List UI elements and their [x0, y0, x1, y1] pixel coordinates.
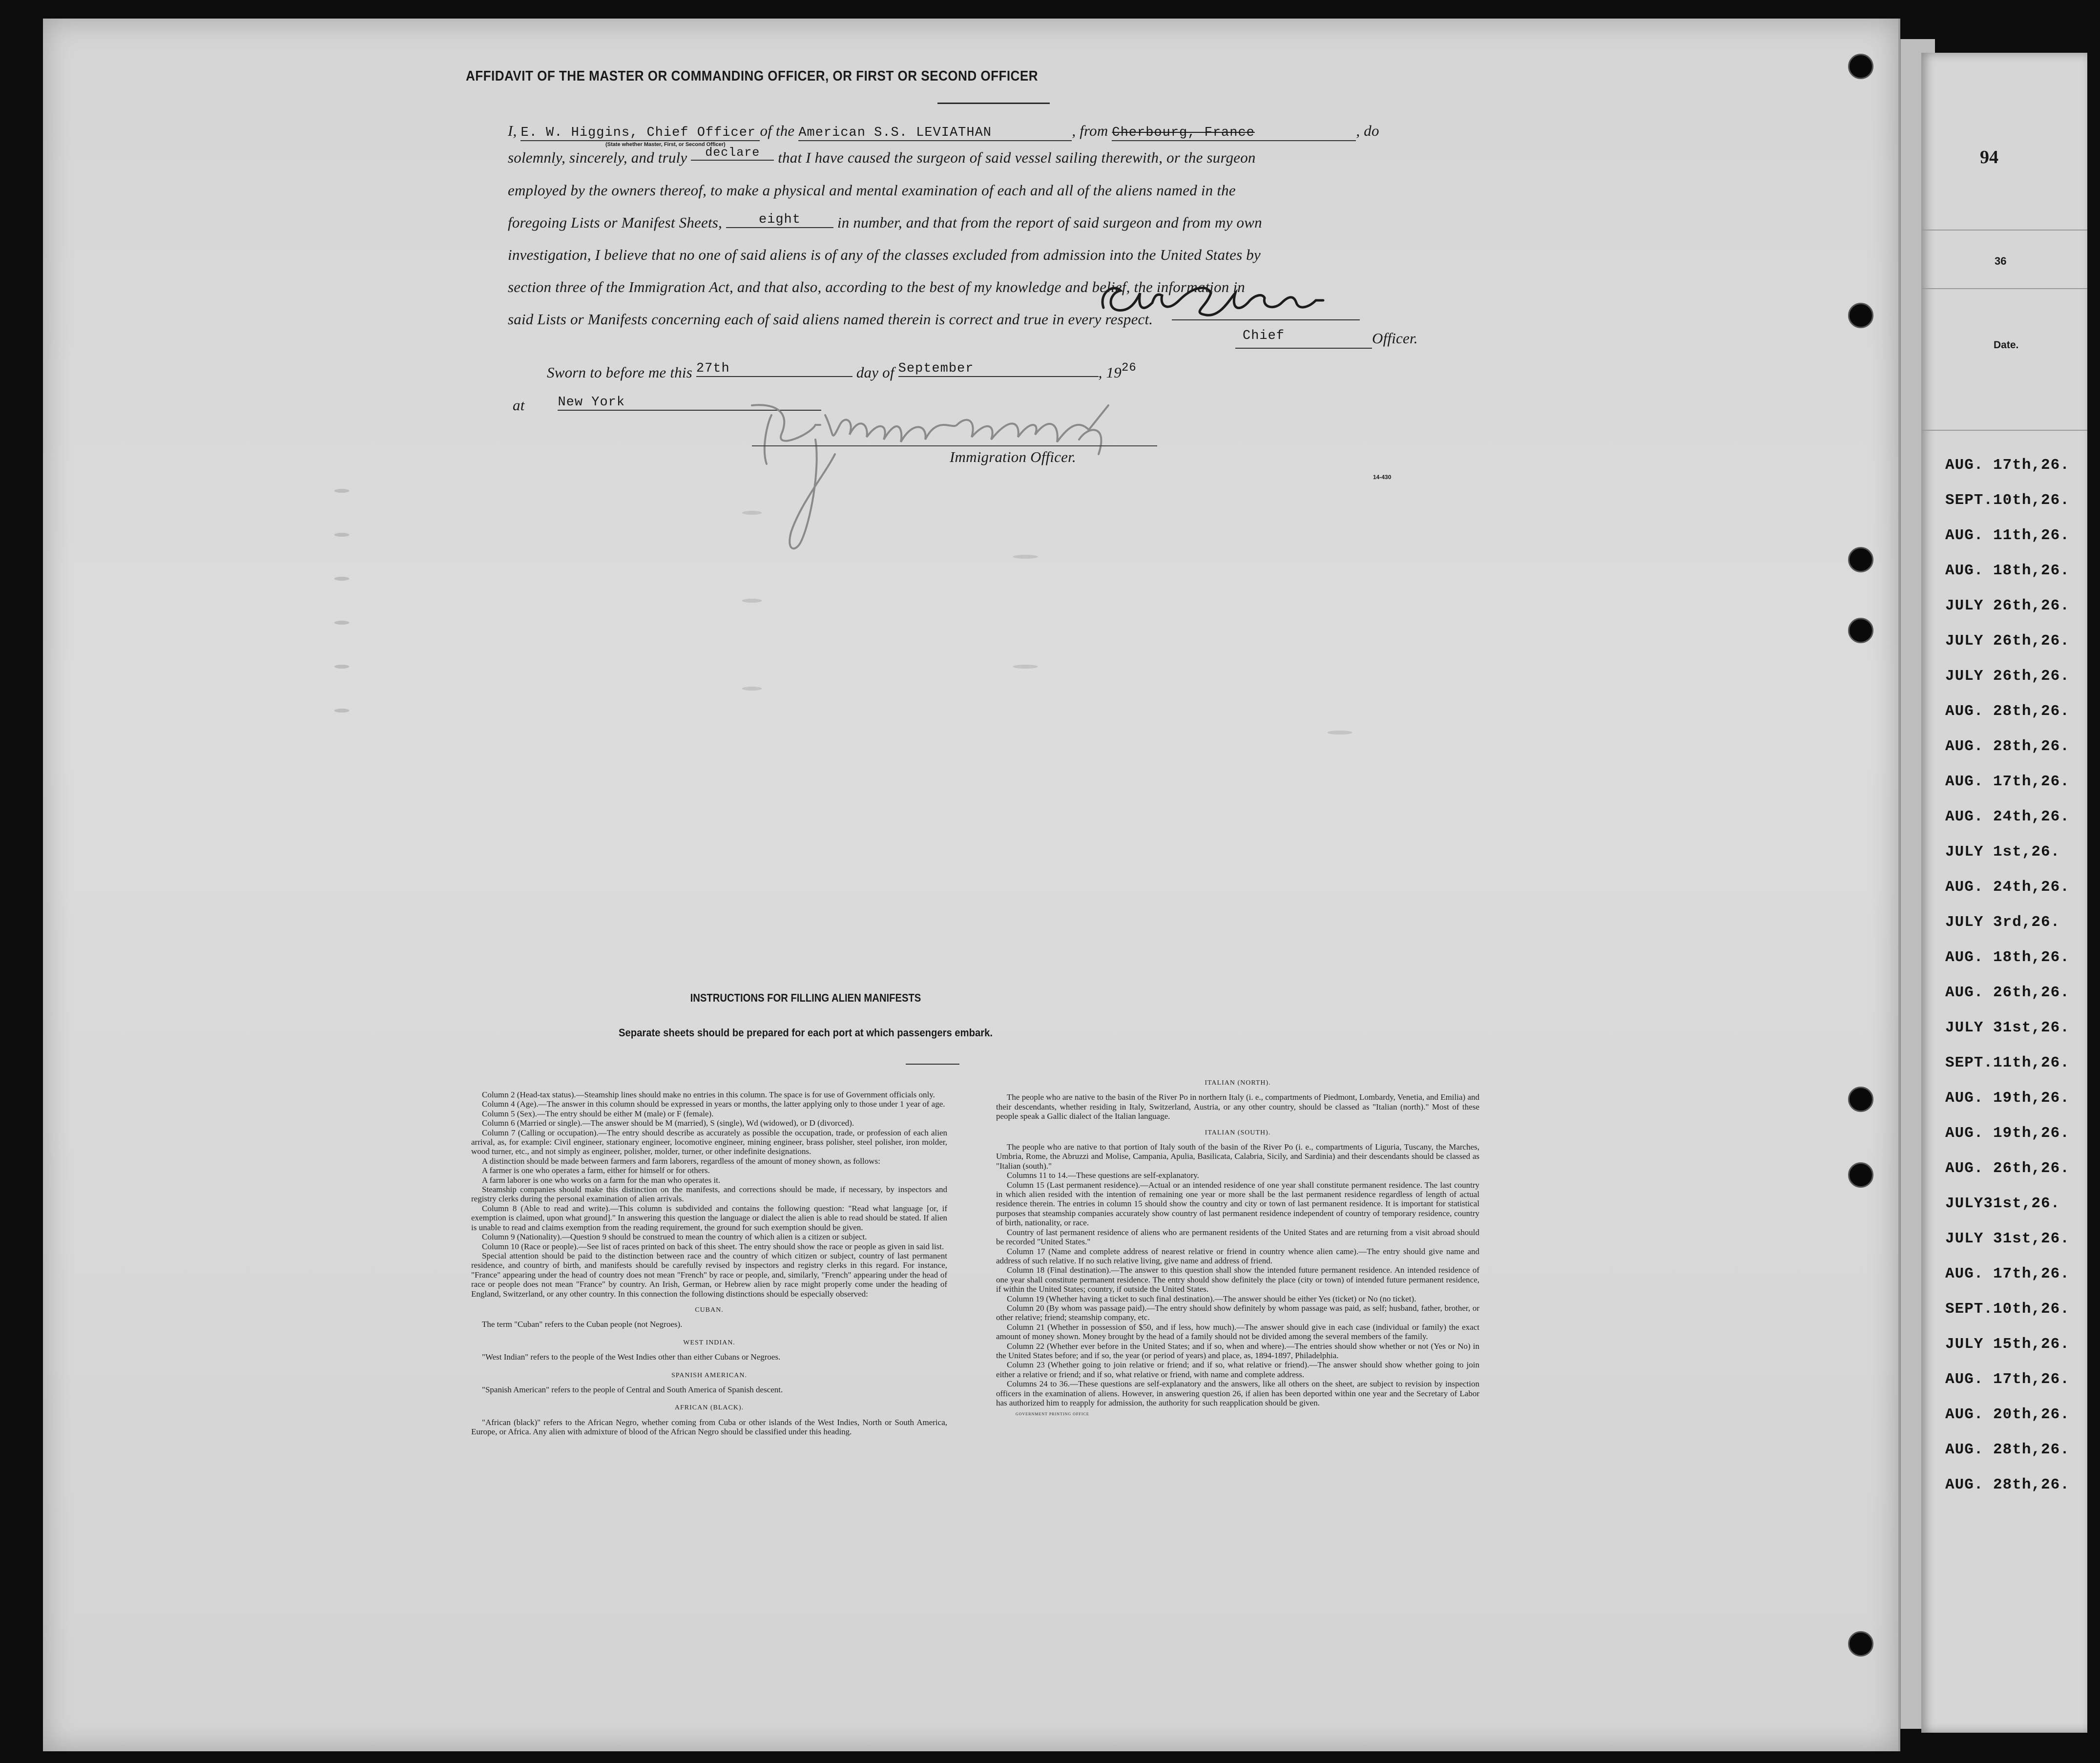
binder-hole	[1848, 547, 1873, 572]
paragraph: Column 8 (Able to read and write).—This column is subdivided and contains the following question: "Read what language [or, if exemption is claimed, upon what ground]." In answering this question the language or dialect the alien is able to read should be stated. If alien is unable to read and claims exemption from the reading requirement, the ground for such exemption should be given.	[471, 1203, 947, 1232]
paragraph: Column 10 (Race or people).—See list of races printed on back of this sheet. The entry should show the race or people as given in said list.	[482, 1241, 944, 1251]
section-heading: AFRICAN (BLACK).	[674, 1404, 744, 1412]
paragraph: "West Indian" refers to the people of the West Indies other than either Cubans or Negroes.	[482, 1352, 781, 1362]
affidavit-line-1	[508, 122, 1379, 141]
officer-word: Officer.	[1372, 330, 1418, 347]
text: of the	[760, 122, 795, 139]
paragraph: Special attention should be paid to the distinction between race and the country of which citizen or subject, country of last permanent residence, and country of birth, and manifests should be carefully revised by inspectors and registry clerks in this regard. For instance, "France" appearing under the head of country does not mean "French" by race or people, and, similarly, "French" appearing under the head of race or people does not mean "France" by country. An Irish, German, or Hebrew alien by race might properly come under the heading of England, Switzerland, or any other country. In this connection the following distinctions should be especially observed:	[471, 1251, 947, 1299]
text: , do	[1356, 122, 1379, 139]
section-heading: ITALIAN (NORTH).	[1205, 1079, 1271, 1087]
date-entry: SEPT.10th,26.	[1945, 492, 2070, 509]
date-entry: AUG. 28th,26.	[1945, 1441, 2070, 1458]
form-number: 14-430	[1373, 474, 1392, 481]
section-heading: ITALIAN (SOUTH).	[1205, 1129, 1271, 1136]
declare-field: declare	[691, 146, 774, 161]
date-entry: AUG. 17th,26.	[1945, 457, 2070, 474]
date-entry: JULY 26th,26.	[1945, 597, 2070, 614]
date-entry: AUG. 26th,26.	[1945, 984, 2070, 1001]
year-field: 26	[1121, 361, 1137, 375]
date-entry: JULY 31st,26.	[1945, 1019, 2070, 1036]
date-entry: AUG. 20th,26.	[1945, 1406, 2070, 1423]
sworn-line	[547, 361, 1137, 383]
officer-signature	[1094, 273, 1367, 327]
section-heading: WEST INDIAN.	[683, 1339, 735, 1346]
date-entry: AUG. 28th,26.	[1945, 738, 2070, 755]
date-entry: AUG. 11th,26.	[1945, 527, 2070, 544]
immigration-officer-label: Immigration Officer.	[950, 448, 1076, 465]
paragraph: A distinction should be made between farmers and farm laborers, regardless of the amount of money shown, as follows:	[482, 1156, 880, 1166]
page-number: 94	[1980, 147, 1998, 168]
date-entry: JULY 1st,26.	[1945, 843, 2060, 861]
date-entry: SEPT.10th,26.	[1945, 1301, 2070, 1318]
sworn-place-field: New York	[558, 395, 821, 411]
paragraph: Column 21 (Whether in possession of $50, and if less, how much).—The answer should give in each case (individual or family) the exact amount of money shown. Money brought by the head of a family should not be divided among the several members of the family.	[996, 1322, 1479, 1342]
rank-rule	[1235, 348, 1372, 349]
paragraph: Column 15 (Last permanent residence).—Actual or an intended residence of one year shall constitute permanent residence. The last country in which alien resided with the intention of remaining one year or more shall be the last permanent residence regardless of length of actual residence therein. The entries in column 15 should show the country and city or town of last permanent residence. It is important for statistical purposes that steamship companies accurately show country of last permanent residence independent of country of temporary residence, country of birth, nationality, or race.	[996, 1180, 1479, 1228]
paragraph: The people who are native to the basin of the River Po in northern Italy (i. e., compartments of Piedmont, Lombardy, Venetia, and Emilia) and their descendants, whether residing in Italy, Switzerland, Austria, or any other country, should be classed as "Italian (north)." Most of these people speak a Gallic dialect of the Italian language.	[996, 1092, 1479, 1121]
paragraph: Column 17 (Name and complete address of nearest relative or friend in country whence alien came).—The entry should give name and address of such relative. If no such relative living, give name and address of friend.	[996, 1246, 1479, 1265]
paragraph: Column 4 (Age).—The answer in this column should be expressed in years or months, the latter applying only to those under 1 year of age.	[482, 1099, 945, 1109]
paragraph: The people who are native to that portion of Italy south of the basin of the River Po (i. e., compartments of Liguria, Tuscany, the Marches, Umbria, Rome, the Abruzzi and Molise, Campania, Apulia, Basilicata, Calabria, Sicily, and Sardinia) and their descendants should be classed as "Italian (south)."	[996, 1142, 1479, 1171]
date-entry: AUG. 19th,26.	[1945, 1090, 2070, 1107]
date-entry: JULY31st,26.	[1945, 1195, 2060, 1212]
sworn-day-field: 27th	[696, 361, 852, 377]
text: I,	[508, 122, 517, 139]
paragraph: Column 19 (Whether having a ticket to such final destination).—The answer should be either Yes (ticket) or No (no ticket).	[1007, 1294, 1416, 1303]
paragraph: "Spanish American" refers to the people of Central and South America of Spanish descent.	[482, 1385, 783, 1394]
rank-note: (State whether Master, First, or Second Officer)	[605, 142, 726, 147]
text: foregoing Lists or Manifest Sheets,	[508, 214, 722, 231]
affidavit-line-6: section three of the Immigration Act, and that also, according to the best of my knowledge and belief, the information in	[508, 278, 1245, 295]
instructions-rule	[906, 1064, 959, 1065]
date-entry: AUG. 17th,26.	[1945, 1371, 2070, 1388]
paragraph: Country of last permanent residence of aliens who are permanent residents of the United States and are returning from a visit abroad should be recorded "United States."	[996, 1227, 1479, 1247]
instructions-subtitle: Separate sheets should be prepared for each port at which passengers embark.	[618, 1027, 993, 1039]
section-heading: CUBAN.	[695, 1306, 724, 1314]
text: at	[513, 397, 525, 414]
affidavit-line-2	[508, 146, 1256, 168]
date-entry: AUG. 18th,26.	[1945, 949, 2070, 966]
text: , from	[1072, 122, 1108, 139]
date-entry: AUG. 17th,26.	[1945, 773, 2070, 790]
paragraph: The term "Cuban" refers to the Cuban people (not Negroes).	[482, 1320, 683, 1329]
paragraph: Column 7 (Calling or occupation).—The entry should describe as accurately as possible the occupation, trade, or profession of each alien arrival, as, for example: Civil engineer, stationary engineer, locomotive engineer, mining engineer, brass polisher, steel polisher, iron molder, wood turner, etc., and not simply as engineer, polisher, molder, turner, or other indefinite designations.	[471, 1128, 947, 1156]
paragraph: Columns 11 to 14.—These questions are self-explanatory.	[1007, 1171, 1199, 1180]
affidavit-line-3: employed by the owners thereof, to make a physical and mental examination of each and all of the aliens named in the	[508, 182, 1236, 199]
date-entry: AUG. 28th,26.	[1945, 1476, 2070, 1493]
binder-hole	[1848, 1087, 1873, 1112]
bleed-through	[205, 469, 1572, 908]
paragraph: Column 22 (Whether ever before in the United States; and if so, when and where).—The entries should show whether or not (Yes or No) in the United States before; and if so, the year (or period of years) and place, as, 1894-1897, Philadelphia.	[996, 1341, 1479, 1360]
paragraph: Steamship companies should make this distinction on the manifests, and corrections should be made, if necessary, by inspectors and registry clerks during the personal examination of alien arrivals.	[471, 1185, 947, 1204]
paragraph: Column 20 (By whom was passage paid).—The entry should show definitely by whom passage was paid, as self; husband, father, brother, or other relative; friend; steamship company, etc.	[996, 1303, 1479, 1322]
date-entry: JULY 26th,26.	[1945, 632, 2070, 650]
instructions-title: INSTRUCTIONS FOR FILLING ALIEN MANIFESTS	[690, 991, 921, 1004]
ruled-line	[1921, 288, 2087, 289]
signer-rank: Chief	[1243, 329, 1285, 343]
instructions-right-column	[996, 1078, 1479, 1419]
date-entry: AUG. 26th,26.	[1945, 1160, 2070, 1177]
paragraph: Column 2 (Head-tax status).—Steamship lines should make no entries in this column. The space is for use of Government officials only.	[482, 1090, 935, 1099]
binder-hole	[1848, 1162, 1873, 1188]
immigration-officer-rule	[752, 445, 1157, 446]
paragraph: Column 9 (Nationality).—Question 9 should be construed to mean the country of which alien is a citizen or subject.	[482, 1232, 867, 1242]
officer-name-field: E. W. Higgins, Chief Officer	[520, 126, 760, 141]
text: day of	[856, 364, 894, 381]
binder-hole	[1848, 618, 1873, 643]
paragraph: Column 6 (Married or single).—The answer should be M (married), S (single), Wd (widowed), or D (divorced).	[482, 1118, 854, 1128]
date-entry: SEPT.11th,26.	[1945, 1054, 2070, 1071]
sub-number: 36	[1995, 255, 2007, 267]
printing-office: GOVERNMENT PRINTING OFFICE	[1016, 1412, 1089, 1417]
paragraph: Columns 24 to 36.—These questions are self-explanatory and the answers, like all others on the sheet, are subject to revision by inspection officers in the examination of aliens. However, in answering question 26, if alien has been deported within one year and the Secretary of Labor has authorized him to reapply for admission, the authority for such reapplication should be given.	[996, 1379, 1479, 1407]
sworn-month-field: September	[898, 361, 1099, 377]
text: solemnly, sincerely, and truly	[508, 149, 687, 166]
port-field: Cherbourg, France	[1112, 126, 1356, 141]
text: Sworn to before me this	[547, 364, 692, 381]
instructions-left-column	[471, 1090, 947, 1437]
paragraph: "African (black)" refers to the African Negro, whether coming from Cuba or other islands of the West Indies, North or South America, Europe, or Africa. Any alien with admixture of blood of the African Negro should be classified under this heading.	[471, 1417, 947, 1437]
date-entry: AUG. 28th,26.	[1945, 703, 2070, 720]
vessel-field: American S.S. LEVIATHAN	[798, 126, 1072, 141]
affidavit-line-4	[508, 214, 1262, 233]
text: that I have caused the surgeon of said vessel sailing therewith, or the surgeon	[778, 149, 1256, 166]
date-entry: JULY 15th,26.	[1945, 1336, 2070, 1353]
date-entry: AUG. 19th,26.	[1945, 1125, 2070, 1142]
text: in number, and that from the report of said surgeon and from my own	[837, 214, 1262, 231]
text: , 19	[1098, 364, 1122, 381]
date-entry: AUG. 24th,26.	[1945, 879, 2070, 896]
date-entry: AUG. 17th,26.	[1945, 1265, 2070, 1282]
affidavit-line-7: said Lists or Manifests concerning each of said aliens named therein is correct and true in every respect.	[508, 311, 1153, 328]
binder-hole	[1848, 303, 1873, 328]
date-entry: AUG. 18th,26.	[1945, 562, 2070, 579]
title-rule	[937, 103, 1050, 104]
binder-hole	[1848, 1631, 1873, 1657]
ruled-line	[1921, 230, 2087, 231]
paragraph: Column 5 (Sex).—The entry should be either M (male) or F (female).	[482, 1109, 714, 1118]
affidavit-line-5: investigation, I believe that no one of said aliens is of any of the classes excluded from admission into the United States by	[508, 246, 1261, 263]
paragraph: Column 23 (Whether going to join relative or friend; and if so, what relative or friend).—The answer should show whether going to join either a relative or friend; and if so, what relative or friend, with name and complete address.	[996, 1360, 1479, 1379]
date-entry: JULY 3rd,26.	[1945, 914, 2060, 931]
binder-hole	[1848, 54, 1873, 79]
affidavit-title: AFFIDAVIT OF THE MASTER OR COMMANDING OFFICER, OR FIRST OR SECOND OFFICER	[465, 68, 1039, 84]
date-entry: JULY 26th,26.	[1945, 668, 2070, 685]
count-field: eight	[726, 212, 833, 228]
date-entry: JULY 31st,26.	[1945, 1230, 2070, 1247]
paragraph: A farmer is one who operates a farm, either for himself or for others.	[482, 1166, 710, 1175]
paragraph: A farm laborer is one who works on a farm for the man who operates it.	[482, 1175, 721, 1185]
date-entry: AUG. 24th,26.	[1945, 808, 2070, 825]
paragraph: Column 18 (Final destination).—The answer to this question shall show the intended future permanent residence. An intended residence of one year shall constitute permanent residence. The entry should show definitely the place (city or town) of intended future permanent residence, if within the United States; country, if outside the United States.	[996, 1265, 1479, 1294]
ruled-line	[1921, 430, 2087, 431]
date-column-header: Date.	[1994, 339, 2019, 351]
section-heading: SPANISH AMERICAN.	[671, 1371, 747, 1379]
